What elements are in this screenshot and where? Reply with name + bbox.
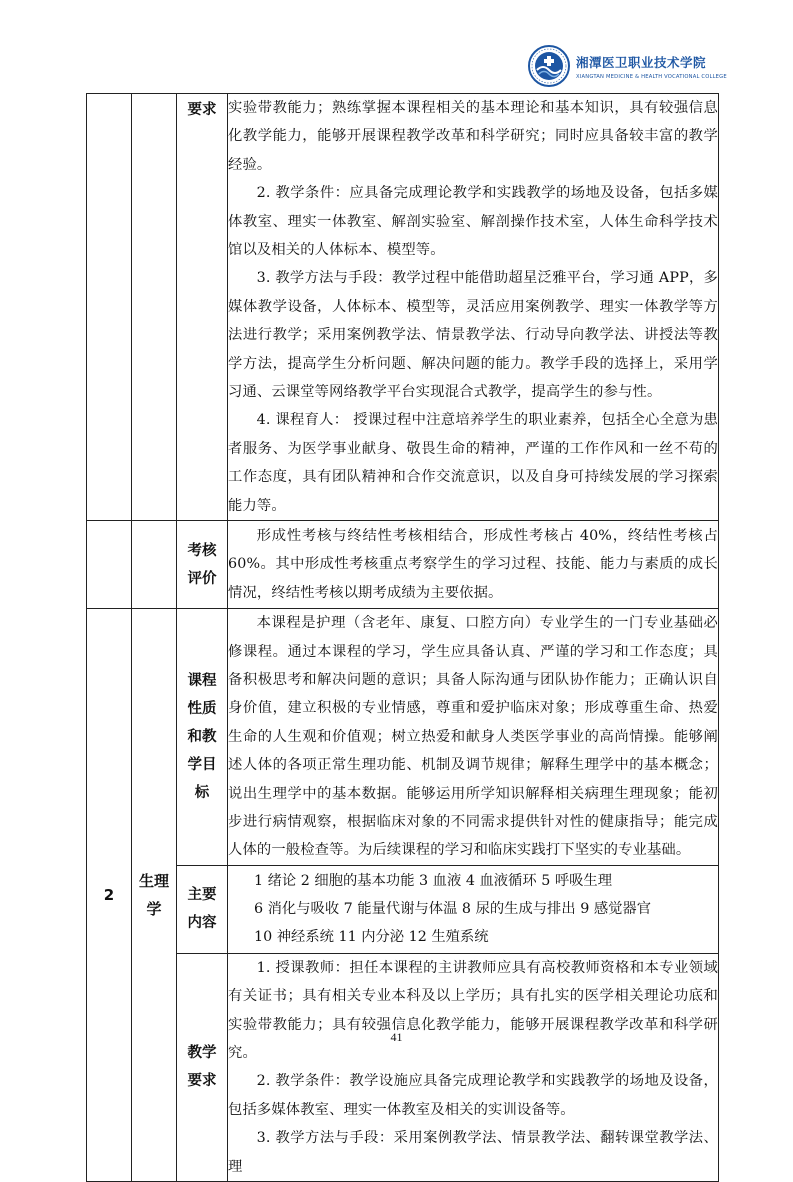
paragraph: 3. 教学方法与手段：采用案例教学法、情景教学法、翻转课堂教学法、理 (228, 1130, 718, 1175)
paragraph: 4. 课程育人： 授课过程中注意培养学生的职业素养，包括全心全意为患者服务、为医学事业献身、敬畏生命的精神，严谨的工作作风和一丝不苟的工作态度，具有团队精神和合作交流意识，以及自身可持续发展的学习探索能力等。 (228, 412, 718, 514)
content-line: 6 消化与吸收 7 能量代谢与体温 8 尿的生成与排出 9 感觉器官 (254, 901, 652, 918)
logo-chinese-name: 湘潭医卫职业技术学院 (576, 54, 707, 70)
course-number-cell: 2 (87, 609, 132, 1182)
course-number-cell (87, 94, 132, 521)
label-text: 课程性质和教学目标 (187, 672, 217, 801)
table-row-course-nature (87, 609, 719, 866)
college-logo (528, 42, 728, 90)
college-seal-icon (528, 45, 570, 87)
paragraph: 本课程是护理（含老年、康复、口腔方向）专业学生的一门专业基础必修课程。通过本课程的学习，学生应具备认真、严谨的学习和工作态度；具备积极思考和解决问题的意识；具备人际沟通与团队协作能力；正确认识自身价值，建立积极的专业情感，尊重和爱护临床对象；形成尊重生命、热爱生命的人生观和价值观；树立热爱和献身人类医学事业的高尚情操。能够阐述人体的各项正常生理功能、机制及调节规律；解释生理学中的基本概念；说出生理学中的基本数据。能够运用所学知识解释相关病理生理现象；能初步进行病情观察，根据临床对象的不同需求提供针对性的健康指导；能完成人体的一般检查等。为后续课程的学习和临床实践打下坚实的专业基础。 (228, 615, 718, 859)
paragraph: 3. 教学方法与手段：教学过程中能借助超星泛雅平台，学习通 APP，多媒体教学设备，人体标本、模型等，灵活应用案例教学、理实一体教学等方法进行教学；采用案例教学法、情景教学法、行动导向教学法、讲授法等教学方法，提高学生分析问题、解决问题的能力。教学手段的选择上，采用学习通、云课堂等网络教学平台实现混合式教学，提高学生的参与性。 (228, 270, 718, 401)
content-line: 1 绪论 2 细胞的基本功能 3 血液 4 血液循环 5 呼吸生理 (254, 873, 613, 890)
table-row-teaching-requirements (87, 953, 719, 1181)
table-row-assessment (87, 521, 719, 609)
content-line: 10 神经系统 11 内分泌 12 生殖系统 (254, 929, 489, 946)
requirements-cont-text (228, 94, 719, 521)
label-text: 主要内容 (187, 887, 217, 932)
row-label-assessment (177, 521, 228, 609)
course-name-text: 生理学 (138, 872, 169, 919)
nature-text-cell (228, 609, 719, 866)
table-row-cont-requirements (87, 94, 719, 521)
teaching-text-cell (228, 953, 719, 1181)
paragraph: 2. 教学条件：教学设施应具备完成理论教学和实践教学的场地及设备，包括多媒体教室、理实一体教室及相关的实训设备等。 (228, 1073, 718, 1118)
label-text: 教学要求 (187, 1045, 217, 1090)
course-number-cell (87, 521, 132, 609)
course-name-cell (132, 609, 177, 1182)
content-text-cell (228, 865, 719, 953)
course-name-cell (132, 94, 177, 521)
row-label-requirements-cont (177, 94, 228, 521)
paragraph: 形成性考核与终结性考核相结合，形成性考核占 40%，终结性考核占 60%。其中形成性考核重点考察学生的学习过程、技能、能力与素质的成长情况，终结性考核以期考成绩为主要依据。 (228, 527, 718, 601)
curriculum-table (86, 93, 719, 1182)
paragraph: 2. 教学条件：应具备完成理论教学和实践教学的场地及设备，包括多媒体教室、理实一体教室、解剖实验室、解剖操作技术室，人体生命科学技术馆以及相关的人体标本、模型等。 (228, 185, 718, 259)
course-name-cell (132, 521, 177, 609)
table-row-main-content (87, 865, 719, 953)
paragraph: 实验带教能力；熟练掌握本课程相关的基本理论和基本知识，具有较强信息化教学能力，能够开展课程教学改革和科学研究；同时应具备较丰富的教学经验。 (228, 100, 718, 173)
page-number: 41 (390, 1030, 403, 1044)
logo-english-name: XIANGTAN MEDICINE & HEALTH VOCATIONAL COLLEGE (576, 73, 727, 80)
label-text: 考核评价 (187, 542, 217, 587)
row-label-nature (177, 609, 228, 866)
paragraph: 1. 授课教师：担任本课程的主讲教师应具有高校教师资格和本专业领域有关证书；具有相关专业本科及以上学历；具有扎实的医学相关理论功底和实验带教能力；具有较强信息化教学能力，能够开展课程教学改革和科学研究。 (228, 959, 718, 1061)
label-text: 要求 (187, 102, 217, 118)
row-label-teaching (177, 953, 228, 1181)
row-label-content (177, 865, 228, 953)
assessment-text-cell (228, 521, 719, 609)
